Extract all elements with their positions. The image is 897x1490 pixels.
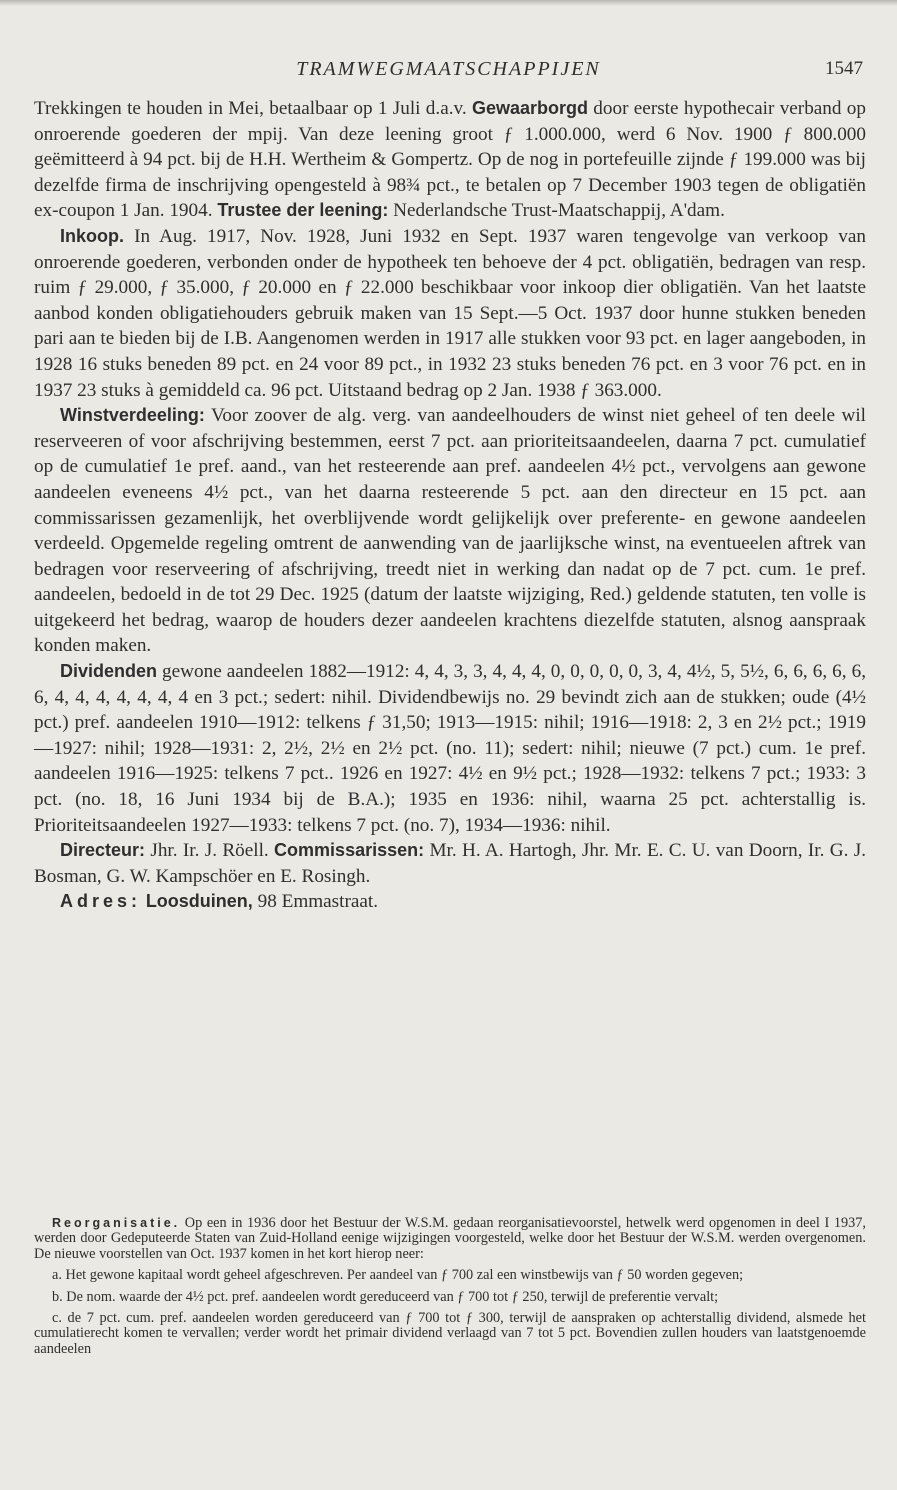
reorganisatie-label: Reorganisatie. [52, 1216, 181, 1230]
adres-label: Adres: [60, 891, 142, 912]
commissarissen-label: Commissarissen: [274, 840, 425, 861]
dividenden-label: Dividenden [60, 661, 158, 682]
winstverdeeling-text: Voor zoover de alg. verg. van aandeelhouders de winst niet geheel of ten deele wil reserveeren of voor afschrijving bestemmen, eerst 7 pct. aan prioriteitsaandeelen, daarna 7 pct. cumulatief op de cumulatief 1e pref. aand., van het resteerende aan pref. aandeelen 4½ pct., vervolgens aan gewone aandeelen eveneens 4½ pct., van het daarna resteerende 5 pct. aan den directeur en 15 pct. aan commissarissen gezamenlijk, het overblijvende wordt gelijkelijk over preferente- en gewone aandeelen verdeeld. Opgemelde regeling omtrent de aanwending van de jaarlijksche winst, na eventueelen aftrek van bedragen voor reserveering of afschrijving, treedt niet in werking dan nadat op de 7 pct. cum. 1e pref. aandeelen, bedoeld in de tot 29 Dec. 1925 (datum der laatste wijziging, Red.) geldende statuten, ten volle is uitgekeerd het bedrag, waarop de houders dezer aandeelen krachtens diezelfde statuten, alsnog aanspraak konden maken. [34, 405, 866, 657]
adres-paragraph [34, 889, 866, 915]
intro-text-3: Nederlandsche Trust-Maatschappij, A'dam. [388, 200, 725, 222]
trustee-label: Trustee der leening: [217, 200, 389, 221]
page-header [34, 58, 863, 86]
reorganisatie-item-a: a. Het gewone kapitaal wordt geheel afgeschreven. Per aandeel van ƒ 700 zal een winstbewijs van ƒ 50 worden gegeven; [52, 1267, 744, 1284]
commissarissen-text: Mr. H. A. Hartogh, Jhr. Mr. E. C. U. van Doorn, Ir. G. J. Bosman, G. W. Kampschöer en E. Rosingh. [34, 840, 866, 887]
winstverdeeling-paragraph [34, 403, 866, 659]
inkoop-paragraph [34, 224, 866, 403]
reorganisatie-intro: Op een in 1936 door het Bestuur der W.S.M. gedaan reorganisatievoorstel, hetwelk werd opgenomen in deel I 1937, werden door Gedeputeerde Staten van Zuid-Holland eenige wijzigingen voorgesteld, welke door het Bestuur der W.S.M. werden overgenomen. De nieuwe voorstellen van Oct. 1937 komen in het kort hierop neer: [34, 1215, 866, 1262]
reorganisatie-note [34, 1216, 866, 1357]
gewaarborgd-label: Gewaarborgd [471, 98, 588, 118]
page-top-shadow [0, 0, 897, 6]
inkoop-text: In Aug. 1917, Nov. 1928, Juni 1932 en Sept. 1937 waren tengevolge van verkoop van onroerende goederen, verbonden onder de hypotheek ten behoeve der 4 pct. obligatiën, bedragen van resp. ruim ƒ 29.000, ƒ 35.000, ƒ 20.000 en ƒ 22.000 beschikbaar voor inkoop dier obligatiën. Van het laatste aanbod konden obligatiehouders gebruik maken van 15 Sept.—5 Oct. 1937 door hunne stukken beneden pari aan te bieden bij de I.B. Aangenomen werden in 1917 alle stukken voor 93 pct. en lager aangeboden, in 1928 16 stuks beneden 89 pct. en 24 voor 89 pct., in 1932 23 stuks beneden 76 pct. en 3 voor 76 pct. en in 1937 23 stuks à gemiddeld ca. 96 pct. Uitstaand bedrag op 2 Jan. 1938 ƒ 363.000. [34, 225, 866, 401]
adres-place: Loosduinen, [145, 891, 253, 912]
directeur-text: Jhr. Ir. J. Röell. [145, 840, 275, 862]
main-text [34, 96, 866, 915]
dividenden-text: gewone aandeelen 1882—1912: 4, 4, 3, 3, 4, 4, 4, 0, 0, 0, 0, 0, 3, 4, 4½, 5, 5½, 6, 6, 6, 6, 6, 6, 4, 4, 4, 4, 4, 4, 4 en 3 pct.; sedert: nihil. Dividendbewijs no. 29 bevindt zich aan de stukken; oude (4½ pct.) pref. aandeelen 1910—1912: telkens ƒ 31,50; 1913—1915: nihil; 1916—1918: 2, 3 en 2½ pct.; 1919—1927: nihil; 1928—1931: 2, 2½, 2½ en 2½ pct. (no. 11); sedert: nihil; nieuwe (7 pct.) cum. 1e pref. aandeelen 1916—1925: telkens 7 pct.. 1926 en 1927: 4½ en 9½ pct.; 1928—1932: telkens 7 pct.; 1933: 3 pct. (no. 18, 16 Juni 1934 bij de B.A.); 1935 en 1936: nihil, waarna 25 pct. achterstallig is. Prioriteitsaandeelen 1927—1933: telkens 7 pct. (no. 7), 1934—1936: nihil. [34, 661, 866, 836]
adres-text: 98 Emmastraat. [252, 891, 379, 913]
dividenden-paragraph [34, 659, 866, 838]
running-title: TRAMWEGMAATSCHAPPIJEN [296, 58, 601, 80]
reorganisatie-intro-paragraph [34, 1216, 866, 1262]
reorganisatie-item-b: b. De nom. waarde der 4½ pct. pref. aandeelen wordt gereduceerd van ƒ 700 tot ƒ 250, terwijl de preferentie vervalt; [52, 1288, 719, 1305]
intro-paragraph [34, 96, 866, 224]
inkoop-label: Inkoop. [60, 225, 124, 246]
page-number: 1547 [825, 58, 863, 79]
directeur-paragraph [34, 838, 866, 889]
reorganisatie-item-c: c. de 7 pct. cum. pref. aandeelen worden gereduceerd van ƒ 700 tot ƒ 300, terwijl de aanspraken op achterstallig dividend, alsmede het cumulatierecht komen te vervallen; verder wordt het primair dividend verlaagd van 7 tot 5 pct. Bovendien zullen houders van laatstgenoemde aandeelen [34, 1310, 866, 1357]
intro-text-2: door eerste hypothecair verband op onroerende goederen der mpij. Van deze leening groot ƒ 1.000.000, werd 6 Nov. 1900 ƒ 800.000 geëmitteerd à 94 pct. bij de H.H. Wertheim & Gompertz. Op de nog in portefeuille zijnde ƒ 199.000 was bij dezelfde firma de inschrijving opengesteld à 98¾ pct., te betalen op 7 December 1903 tegen de obligatiën ex-coupon 1 Jan. 1904. [34, 98, 866, 222]
winstverdeeling-label: Winstverdeeling: [60, 405, 205, 426]
intro-text-1: Trekkingen te houden in Mei, betaalbaar op 1 Juli d.a.v. [34, 98, 472, 119]
directeur-label: Directeur: [60, 840, 146, 861]
